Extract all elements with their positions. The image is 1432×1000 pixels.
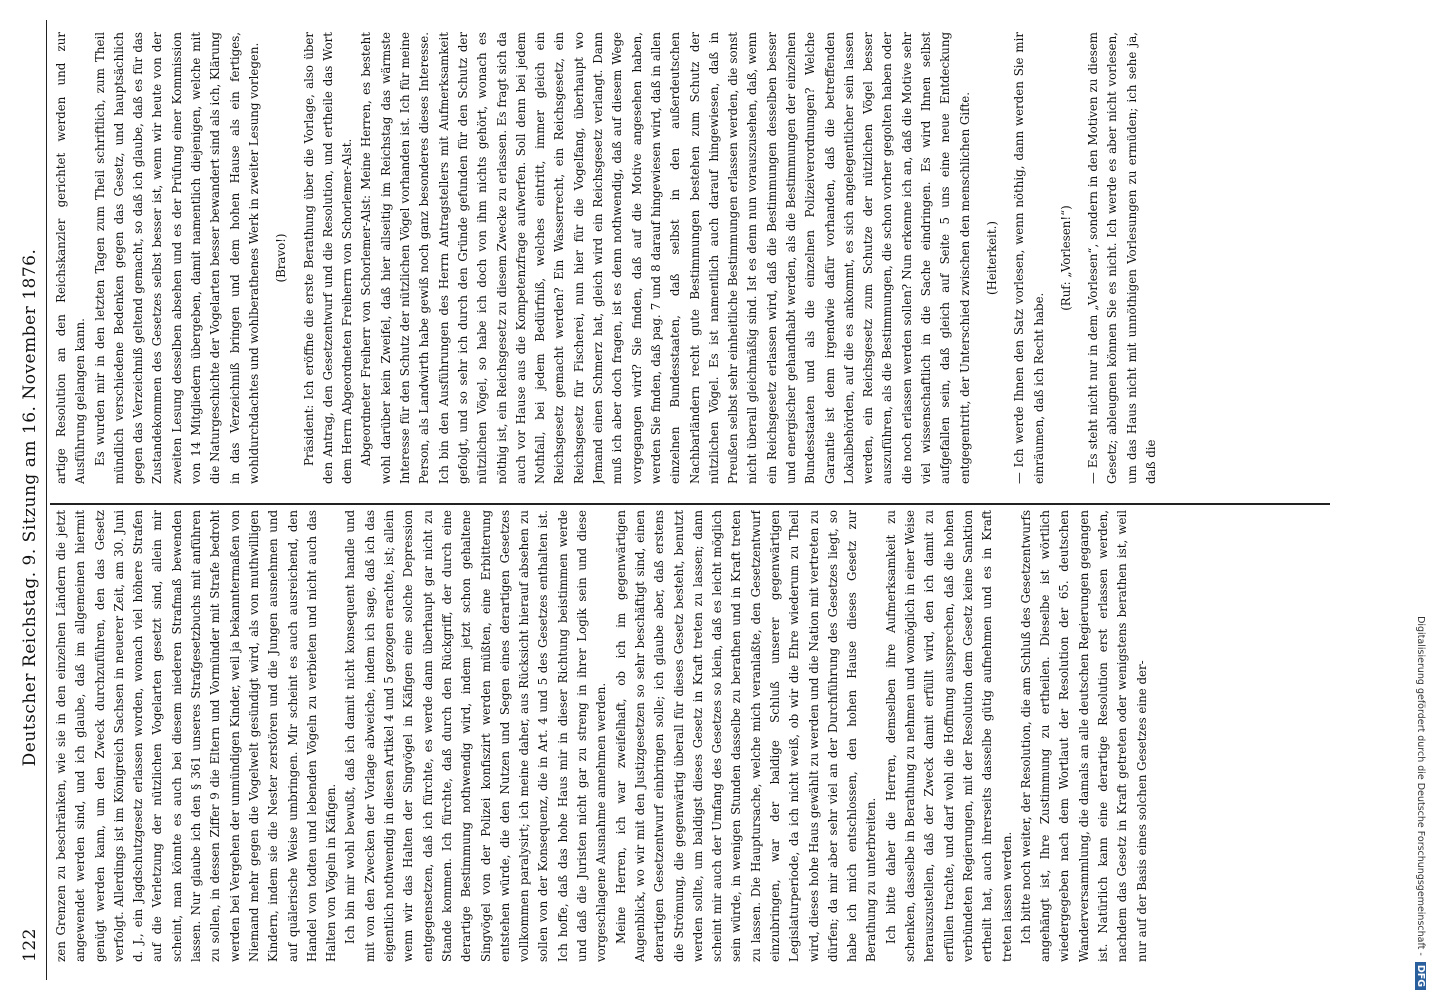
paragraph: zen Grenzen zu beschränken, wie sie in den einzelnen Ländern die jetzt angewendet werden sind, und ich glaube, daß im allgemeinen hiermit genügt werden kann, um den Zweck durchzuführen, den das Gesetz verfolgt. Allerdings ist im Königreich Sachsen in neuerer Zeit, am 30. Juni d. J., ein Jagdschutzgesetz erlassen worden, wonach viel höhere Strafen auf die Verletzung der nützlichen Vogelarten gesetzt sind, allein mir scheint, man könnte es auch bei diesem niederen Strafmaß bewenden lassen. Nur glaube ich den § 361 unseres Strafgesetzbuchs mit anführen zu sollen, in dessen Ziffer 9 die Eltern und Vormünder mit Strafe bedroht werden bei Vergehen der unmündigen Kinder, weil ja bekanntermaßen von Niemand mehr gegen die Vogelwelt gesündigt wird, als von muthwilligen Kindern, indem sie die Nester zerstören und die Jungen ausnehmen und auf quälerische Weise umbringen. Mir scheint es auch ausreichend, den Handel von todten und lebenden Vögeln zu verbieten und nicht auch das Halten von Vögeln in Käfigen. (54, 510, 339, 962)
credit-text: Digitalisierung gefördert durch die Deutsche Forschungsgemeinschaft - (1415, 616, 1426, 956)
right-text-column (52, 32, 1327, 484)
paragraph: Abgeordneter Freiherr von Schorlemer-Alst: Meine Herren, es besteht wohl darüber kein Zweifel, daß hier allseitig im Reichstag das wärmste Interesse für den Schutz der nützlichen Vögel vorhanden ist. Ich für meine Person, als Landwirth habe gewiß noch ganz besonderes dieses Interesse. Ich bin den Ausführungen des Herrn Antragstellers mit Aufmerksamkeit gefolgt, und so sehr ich durch den Gründe gefunden für den Schutz der nützlichen Vögel, so habe ich doch von ihm nichts gehört, wonach es nöthig ist, ein Reichsgesetz zu diesem Zwecke zu erlassen. Es fragt sich da auch vor Hause aus die Kompetenzfrage aufwerfen. Soll denn bei jedem Nothfall, bei jedem Bedürfniß, welches eintritt, immer gleich ein Reichsgesetz gemacht werden? Ein Wasserrecht, ein Reichsgesetz, ein Reichsgesetz für Fischerei, nun hier für die Vogelfang, überhaupt wo Jemand einen Schmerz hat, gleich wird ein Reichsgesetz verlangt. Dann muß ich aber doch fragen, ist es denn nothwendig, daß auf diesem Wege vorgegangen wird? Sie finden, daß auf die Motive angesehen haben, werden Sie finden, daß pag. 7 und 8 darauf hingewiesen wird, daß in allen einzelnen Bundesstaaten, daß selbst in den außerdeutschen Nachbarländern recht gute Bestimmungen bestehen zum Schutz der nützlichen Vögel. Es ist namentlich auch darauf hingewiesen, daß in Preußen selbst sehr einheitliche Bestimmungen erlassen werden, die sonst nicht überall gleichmäßig sind. Ist es denn nun vorauszusehen, daß, wenn ein Reichsgesetz erlassen wird, daß die Bestimmungen desselben besser und energischer gehandhabt werden, als die Bestimmungen der einzelnen Bundesstaaten und als die einzelnen Polizeiverordnungen? Welche Garantie ist denn irgendwie dafür vorhanden, daß die betreffenden Lokalbehörden, auf die es ankommt, es sich angelegentlicher sein lassen werden, ein Reichsgesetz zum Schutze der nützlichen Vögel besser auszuführen, als die Bestimmungen, die schon vorher gegolten haben oder die noch erlassen werden sollen? Nun erkenne ich an, daß die Motive sehr viel wissenschaftlich in die Sache eindringen. Es wird Ihnen selbst aufgefallen sein, daß gleich auf Seite 5 uns eine neue Entdeckung entgegentritt, der Unterschied zwischen den menschlichen Gifte. (359, 32, 972, 484)
paragraph: — Es steht nicht nur in dem „Vorlesen“, sondern in den Motiven zu diesem Gesetz; ableugnen können Sie es nicht. Ich werde es aber nicht vorlesen, um das Haus nicht mit unnöthigen Vorlesungen zu ermüden; ich sehe ja, daß die (1086, 32, 1159, 484)
left-text-column (52, 510, 1327, 962)
paragraph: Meine Herren, ich war zweifelhaft, ob ich im gegenwärtigen Augenblick, wo wir mit den Justizgesetzen so sehr beschäftigt sind, einen derartigen Gesetzentwurf einbringen solle; ich glaube aber, daß erstens die Strömung, die gegenwärtig überall für dieses Gesetz besteht, benutzt werden sollte, um baldigst dieses Gesetz in Kraft treten zu lassen; dann scheint mir auch der Umfang des Gesetzes so klein, daß es leicht möglich sein würde, in wenigen Stunden dasselbe zu berathen und in Kraft treten zu lassen. Die Hauptursache, welche mich veranlaßte, den Gesetzentwurf einzubringen, war der baldige Schluß unserer gegenwärtigen Legislaturperiode, da ich nicht weiß, ob wir die Ehre wiederum zu Theil wird, dieses hohe Haus gewählt zu werden und die Nation mit vertreten zu dürfen; da mir aber sehr viel an der Durchführung des Gesetzes liegt, so habe ich mich entschlossen, den hohen Hause dieses Gesetz zur Berathung zu unterbreiten. (613, 510, 879, 962)
paragraph: — Ich werde Ihnen den Satz vorlesen, wenn nöthig, dann werden Sie mir einräumen, daß ich Recht habe. (1012, 32, 1046, 484)
paragraph: Ich bin mir wohl bewußt, daß ich damit nicht konsequent handle und mit von den Zwecken der Vorlage abweiche, indem ich sage, daß ich das eigentlich nothwendig in diesen Artikel 4 und 5 gezogen erachte, ist; allein wenn wir das Halten der Singvögel in Käfigen eine solche Depression entgegensetzen, daß ich fürchte, es werde dann überhaupt gar nicht zu Stande kommen. Ich fürchte, daß durch den Rückgriff, der durch eine derartige Bestimmung nothwendig wird, indem jetzt schon gehaltene Singvögel von der Polizei konfiszirt werden müßten, eine Erbitterung entstehen würde, die den Nutzen und Segen eines derartigen Gesetzes vollkommen paralysirt; ich meine daher, aus Rücksicht hierauf absehen zu sollen von der Konsequenz, die in Art. 4 und 5 des Gesetzes enthalten ist. Ich hoffe, daß das hohe Haus mir in dieser Richtung beistimmen werde und daß die Juristen nicht gar zu streng in ihrer Logik sein und diese vorgeschlagene Ausnahme annehmen werden. (343, 510, 609, 962)
paragraph: (Ruf: „Vorlesen!“) (1058, 205, 1073, 311)
paragraph: (Bravo!) (274, 233, 289, 283)
paragraph: artige Resolution an den Reichskanzler gerichtet werden und zur Ausführung gelangen kann. (54, 32, 88, 484)
paragraph: Es wurden mir in den letzten Tagen zum Theil schriftlich, zum Theil mündlich verschiedene Bedenken gegen das Gesetz, und hauptsächlich gegen das Verzeichniß geltend gemacht, so daß ich glaube, daß es für das Zustandekommen des Gesetzes selbst besser ist, wenn wir heute von der zweiten Lesung desselben absehen und es der Prüfung einer Kommission von 14 Mitgliedern übergeben, damit namentlich diejenigen, welche mit die Naturgeschichte der Vogelarten besser bewandert sind als ich, Klärung in das Verzeichniß bringen und dem hohen Hause als ein fertiges, wohldurchdachtes und wohlberathenes Werk in zweiter Lesung vorlegen. (92, 32, 261, 484)
running-title: Deutscher Reichstag. 9. Sitzung am 16. November 1876. (20, 248, 40, 767)
header-rule (46, 20, 47, 980)
paragraph: (Heiterkeit.) (984, 221, 999, 296)
paragraph: Ich bitte noch weiter, der Resolution, die am Schluß des Gesetzentwurfs angehängt ist, Ihre Zustimmung zu ertheilen. Dieselbe ist wörtlich wiedergegeben nach dem Wortlaut der Resolution der 65. deutschen Wanderversammlung, die damals an alle deutschen Regierungen gegangen ist. Natürlich kann eine derartige Resolution erst erlassen werden, nachdem das Gesetz in Kraft getreten oder wenigstens berathen ist, weil nur auf der Basis eines solchen Gesetzes eine der- (1018, 510, 1149, 962)
digitization-credit (1413, 10, 1427, 990)
page-header (16, 15, 44, 1000)
paragraph: Präsident: Ich eröffne die erste Berathung über die Vorlage, also über den Antrag, den Gesetzentwurf und die Resolution, und ertheile das Wort dem Herrn Abgeordneten Freiherrn von Schorlemer-Alst. (301, 32, 355, 484)
dfg-logo: DFG (1415, 962, 1426, 990)
column-divider (50, 503, 1330, 505)
page-number: 122 (20, 928, 40, 962)
paragraph: Ich bitte daher die Herren, demselben ihre Aufmerksamkeit zu schenken, dasselbe in Berathung zu nehmen und womöglich in einer Weise herauszustellen, daß der Zweck damit erfüllt wird, den ich damit zu erfüllen trachte, und darf wohl die Hoffnung aussprechen, daß die hohen verbündeten Regierungen, mit der Resolution dem Gesetz keine Sanktion ertheilt hat, auch ihrerseits dasselbe gütig aufnehmen und es in Kraft treten lassen werden. (883, 510, 1014, 962)
